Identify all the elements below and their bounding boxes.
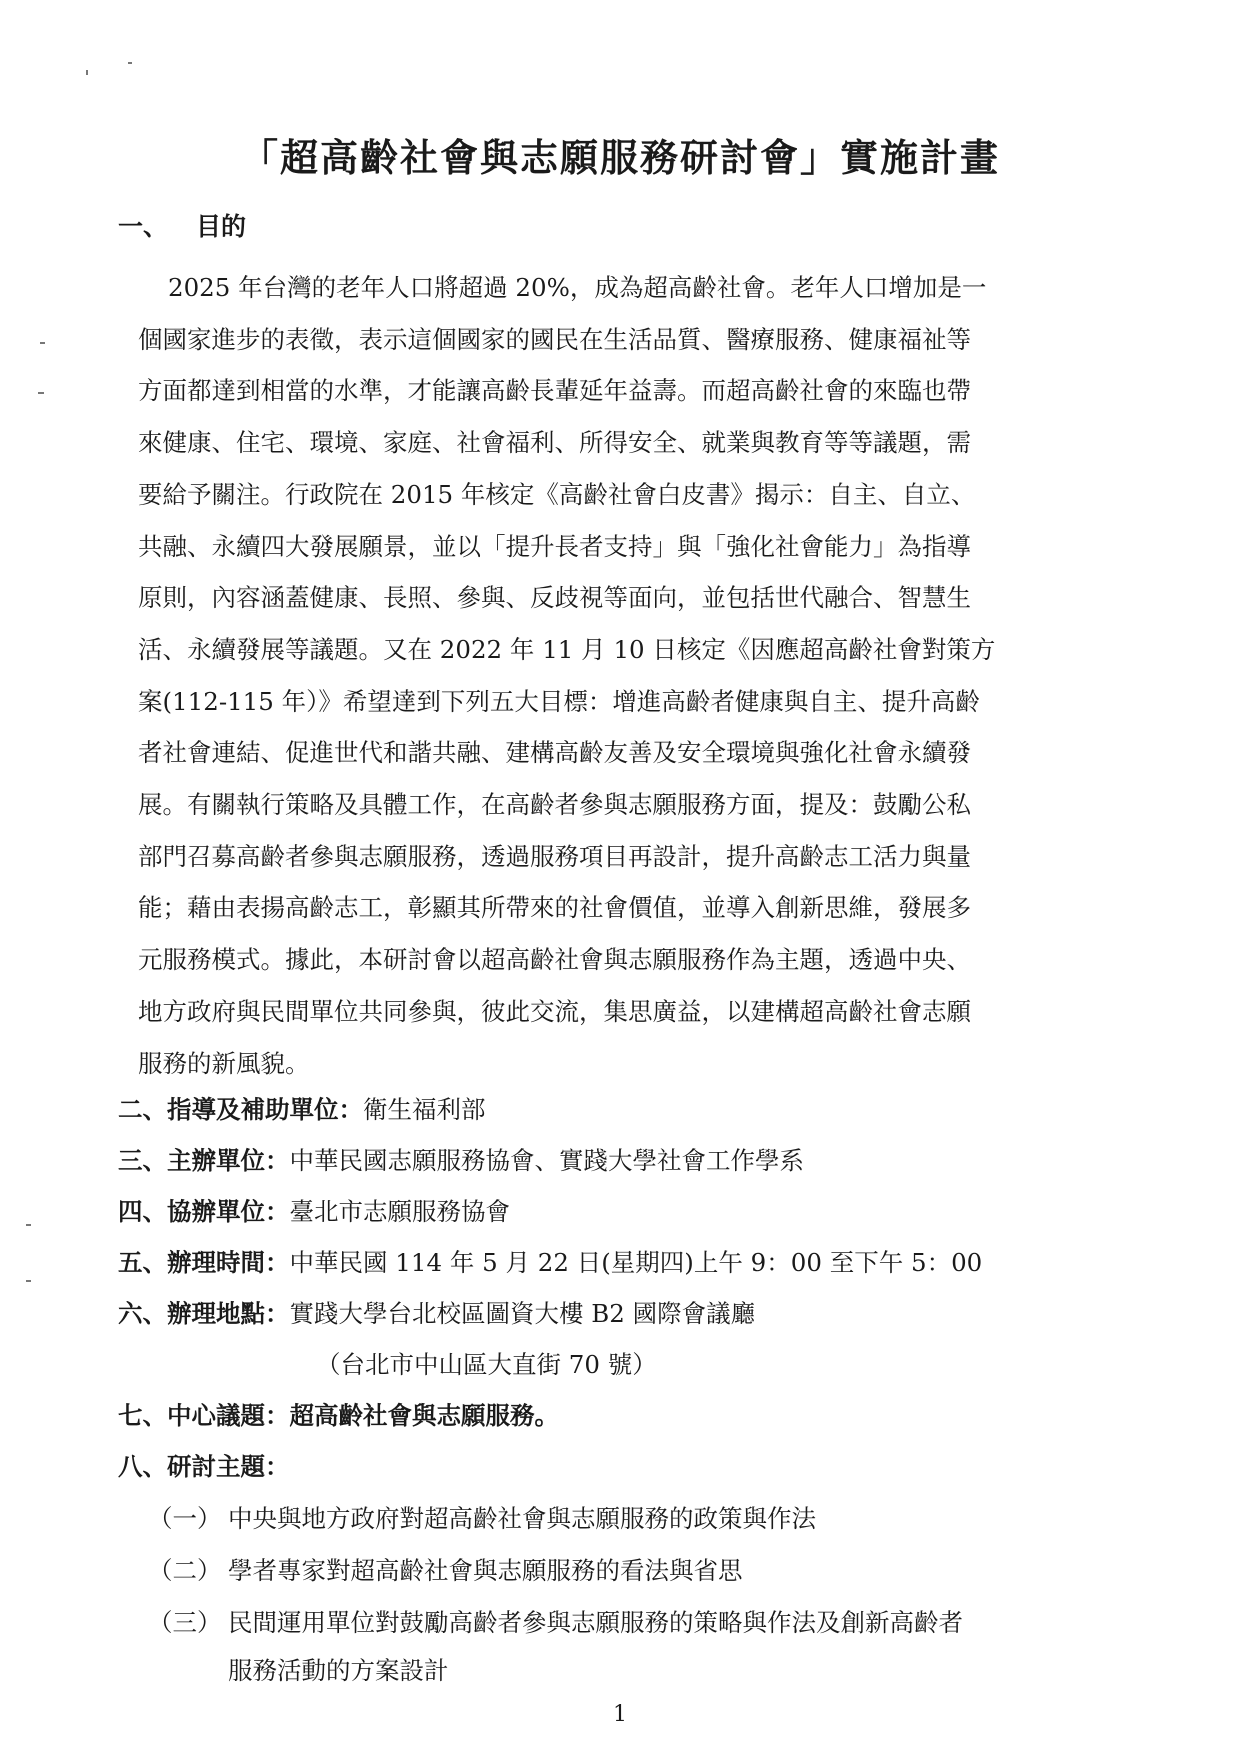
paragraph-line: 2025 年台灣的老年人口將超過 20%，成為超高齡社會。老年人口增加是一 [168, 273, 987, 302]
topic-text: 民間運用單位對鼓勵高齡者參與志願服務的策略與作法及創新高齡者 [228, 1608, 963, 1637]
paragraph-line: 來健康、住宅、環境、家庭、社會福利、所得安全、就業與教育等等議題，需 [138, 428, 971, 458]
topic-number: （三） [148, 1608, 222, 1637]
item-label: 八、研討主題： [118, 1452, 290, 1481]
item-value: 中華民國 114 年 5 月 22 日(星期四)上午 9：00 至下午 5：00 [289, 1248, 983, 1277]
item-label: 五、辦理時間： [118, 1248, 290, 1277]
item-label: 七、中心議題： [118, 1401, 290, 1430]
paragraph-line: 展。有關執行策略及具體工作，在高齡者參與志願服務方面，提及：鼓勵公私 [138, 790, 971, 820]
scan-speck [128, 62, 132, 64]
scan-speck [40, 342, 45, 344]
item-co-organizer [118, 1192, 510, 1232]
item-value: 實踐大學台北校區圖資大樓 B2 國際會議廳 [289, 1299, 756, 1328]
paragraph-line: 個國家進步的表徵，表示這個國家的國民在生活品質、醫療服務、健康福祉等 [138, 324, 971, 354]
page-number: 1 [613, 1702, 627, 1727]
paragraph-line: 方面都達到相當的水準，才能讓高齡長輩延年益壽。而超高齡社會的來臨也帶 [138, 376, 971, 406]
paragraph-line: 地方政府與民間單位共同參與，彼此交流，集思廣益，以建構超高齡社會志願 [138, 996, 971, 1026]
document-title: 「超高齡社會與志願服務研討會」實施計畫 [239, 135, 1000, 180]
scan-speck [26, 1224, 31, 1226]
item-value: 超高齡社會與志願服務。 [289, 1401, 559, 1430]
item-event-time [118, 1243, 982, 1283]
paragraph-line: 要給予關注。行政院在 2015 年核定《高齡社會白皮書》揭示：自主、自立、 [138, 479, 976, 509]
item-value: 衛生福利部 [363, 1095, 486, 1124]
item-guiding-unit [118, 1090, 486, 1130]
item-organizer [118, 1141, 804, 1181]
scan-speck [86, 70, 88, 75]
item-seminar-topics [118, 1447, 290, 1487]
paragraph-line: 活、永續發展等議題。又在 2022 年 11 月 10 日核定《因應超高齡社會對策方 [138, 634, 996, 664]
paragraph-line: 者社會連結、促進世代和諧共融、建構高齡友善及安全環境與強化社會永續發 [138, 738, 971, 768]
topic-text: 中央與地方政府對超高齡社會與志願服務的政策與作法 [228, 1504, 816, 1533]
topic-item [148, 1497, 816, 1541]
topic-continuation: 服務活動的方案設計 [228, 1656, 449, 1685]
item-venue [118, 1294, 755, 1334]
scan-speck [38, 392, 44, 394]
item-label: 二、指導及補助單位： [118, 1095, 363, 1124]
item-label: 四、協辦單位： [118, 1197, 290, 1226]
paragraph-line: 案(112-115 年）》希望達到下列五大目標：增進高齡者健康與自主、提升高齡 [138, 686, 980, 716]
paragraph-line: 原則，內容涵蓋健康、長照、參與、反歧視等面向，並包括世代融合、智慧生 [138, 583, 971, 613]
section-1-heading [118, 208, 246, 246]
item-central-topic [118, 1396, 559, 1436]
item-label: 六、辦理地點： [118, 1299, 290, 1328]
topic-number: （二） [148, 1556, 222, 1585]
topic-item [148, 1549, 743, 1593]
paragraph-line: 能；藉由表揚高齡志工，彰顯其所帶來的社會價值，並導入創新思維，發展多 [138, 893, 971, 923]
topic-item [148, 1601, 963, 1645]
paragraph-line: 元服務模式。據此，本研討會以超高齡社會與志願服務作為主題，透過中央、 [138, 945, 971, 975]
paragraph-line: 部門召募高齡者參與志願服務，透過服務項目再設計，提升高齡志工活力與量 [138, 841, 971, 871]
item-label: 三、主辦單位： [118, 1146, 290, 1175]
venue-address: （台北市中山區大直街 70 號） [316, 1350, 657, 1379]
topic-number: （一） [148, 1504, 222, 1533]
section-1-number: 一、 [118, 212, 169, 241]
item-value: 中華民國志願服務協會、實踐大學社會工作學系 [289, 1146, 804, 1175]
item-value: 臺北市志願服務協會 [289, 1197, 510, 1226]
paragraph-line: 服務的新風貌。 [138, 1048, 310, 1078]
paragraph-line: 共融、永續四大發展願景，並以「提升長者支持」與「強化社會能力」為指導 [138, 531, 971, 561]
section-1-title: 目的 [196, 212, 247, 241]
topic-text: 學者專家對超高齡社會與志願服務的看法與省思 [228, 1556, 743, 1585]
scan-speck [26, 1280, 31, 1282]
purpose-paragraph [138, 262, 1093, 1089]
